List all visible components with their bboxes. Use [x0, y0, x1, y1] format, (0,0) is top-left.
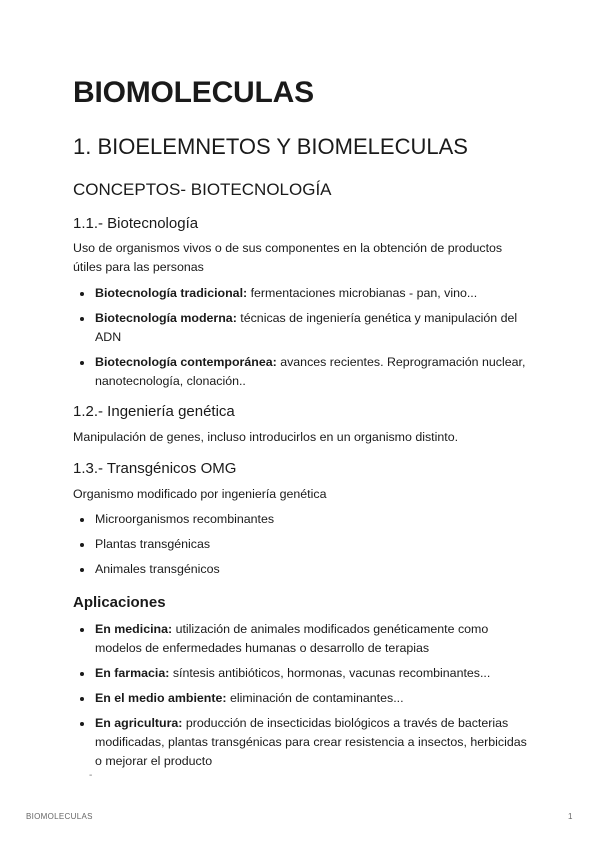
ingenieria-text: Manipulación de genes, incluso introducirlos en un organismo distinto. — [73, 430, 459, 444]
list-item: Plantas transgénicas — [73, 535, 535, 554]
biotecnologia-text: Uso de organismos vivos o de sus componentes en la obtención de productos útiles para las personas — [73, 241, 503, 274]
list-item-desc: utilización de animales modificados genéticamente como modelos de enfermedades humanas o desarrollo de terapias — [95, 622, 489, 655]
aplicaciones-heading: Aplicaciones — [73, 594, 166, 611]
transgenicos-heading: 1.3.- Transgénicos OMG — [73, 460, 237, 477]
page-number: 1 — [568, 812, 573, 821]
aplicaciones-list — [73, 620, 535, 771]
list-item — [73, 309, 535, 347]
list-item-term: Biotecnología tradicional: — [95, 286, 248, 300]
footer-label: BIOMOLECULAS — [26, 812, 93, 821]
section-heading: 1. BIOELEMNETOS Y BIOMELECULAS — [73, 134, 468, 159]
subsection-heading: CONCEPTOS- BIOTECNOLOGÍA — [73, 180, 332, 199]
transgenicos-text: Organismo modificado por ingeniería genética — [73, 487, 327, 501]
document-title: BIOMOLECULAS — [73, 76, 314, 109]
transgenicos-list — [73, 510, 535, 579]
list-item-desc: síntesis antibióticos, hormonas, vacunas recombinantes... — [169, 666, 491, 680]
list-item-desc: avances recientes. Reprogramación nuclear, nanotecnología, clonación.. — [95, 355, 526, 388]
list-item — [73, 284, 535, 303]
list-item-term: Biotecnología contemporánea: — [95, 355, 277, 369]
list-item-desc: producción de insecticidas biológicos a través de bacterias modificadas, plantas transgénicas para crear resistencia a insectos, herbicidas o mejorar el producto — [95, 716, 527, 768]
list-item — [73, 664, 535, 683]
list-item-term: En medicina: — [95, 622, 173, 636]
list-item: Animales transgénicos — [73, 560, 535, 579]
list-item-desc: eliminación de contaminantes... — [226, 691, 404, 705]
list-item-term: En agricultura: — [95, 716, 183, 730]
list-item-desc: técnicas de ingeniería genética y manipulación del ADN — [95, 311, 518, 344]
list-item-term: En farmacia: — [95, 666, 170, 680]
list-item-desc: fermentaciones microbianas - pan, vino... — [247, 286, 478, 300]
biotecnologia-list — [73, 284, 535, 391]
list-item — [73, 689, 535, 708]
list-item: Microorganismos recombinantes — [73, 510, 535, 529]
list-item — [73, 353, 535, 391]
biotecnologia-heading: 1.1.- Biotecnología — [73, 215, 199, 232]
list-item-term: En el medio ambiente: — [95, 691, 227, 705]
ingenieria-heading: 1.2.- Ingeniería genética — [73, 403, 235, 420]
list-item — [73, 714, 535, 771]
trailing-dash: - — [89, 770, 93, 781]
list-item — [73, 620, 535, 658]
list-item-term: Biotecnología moderna: — [95, 311, 237, 325]
